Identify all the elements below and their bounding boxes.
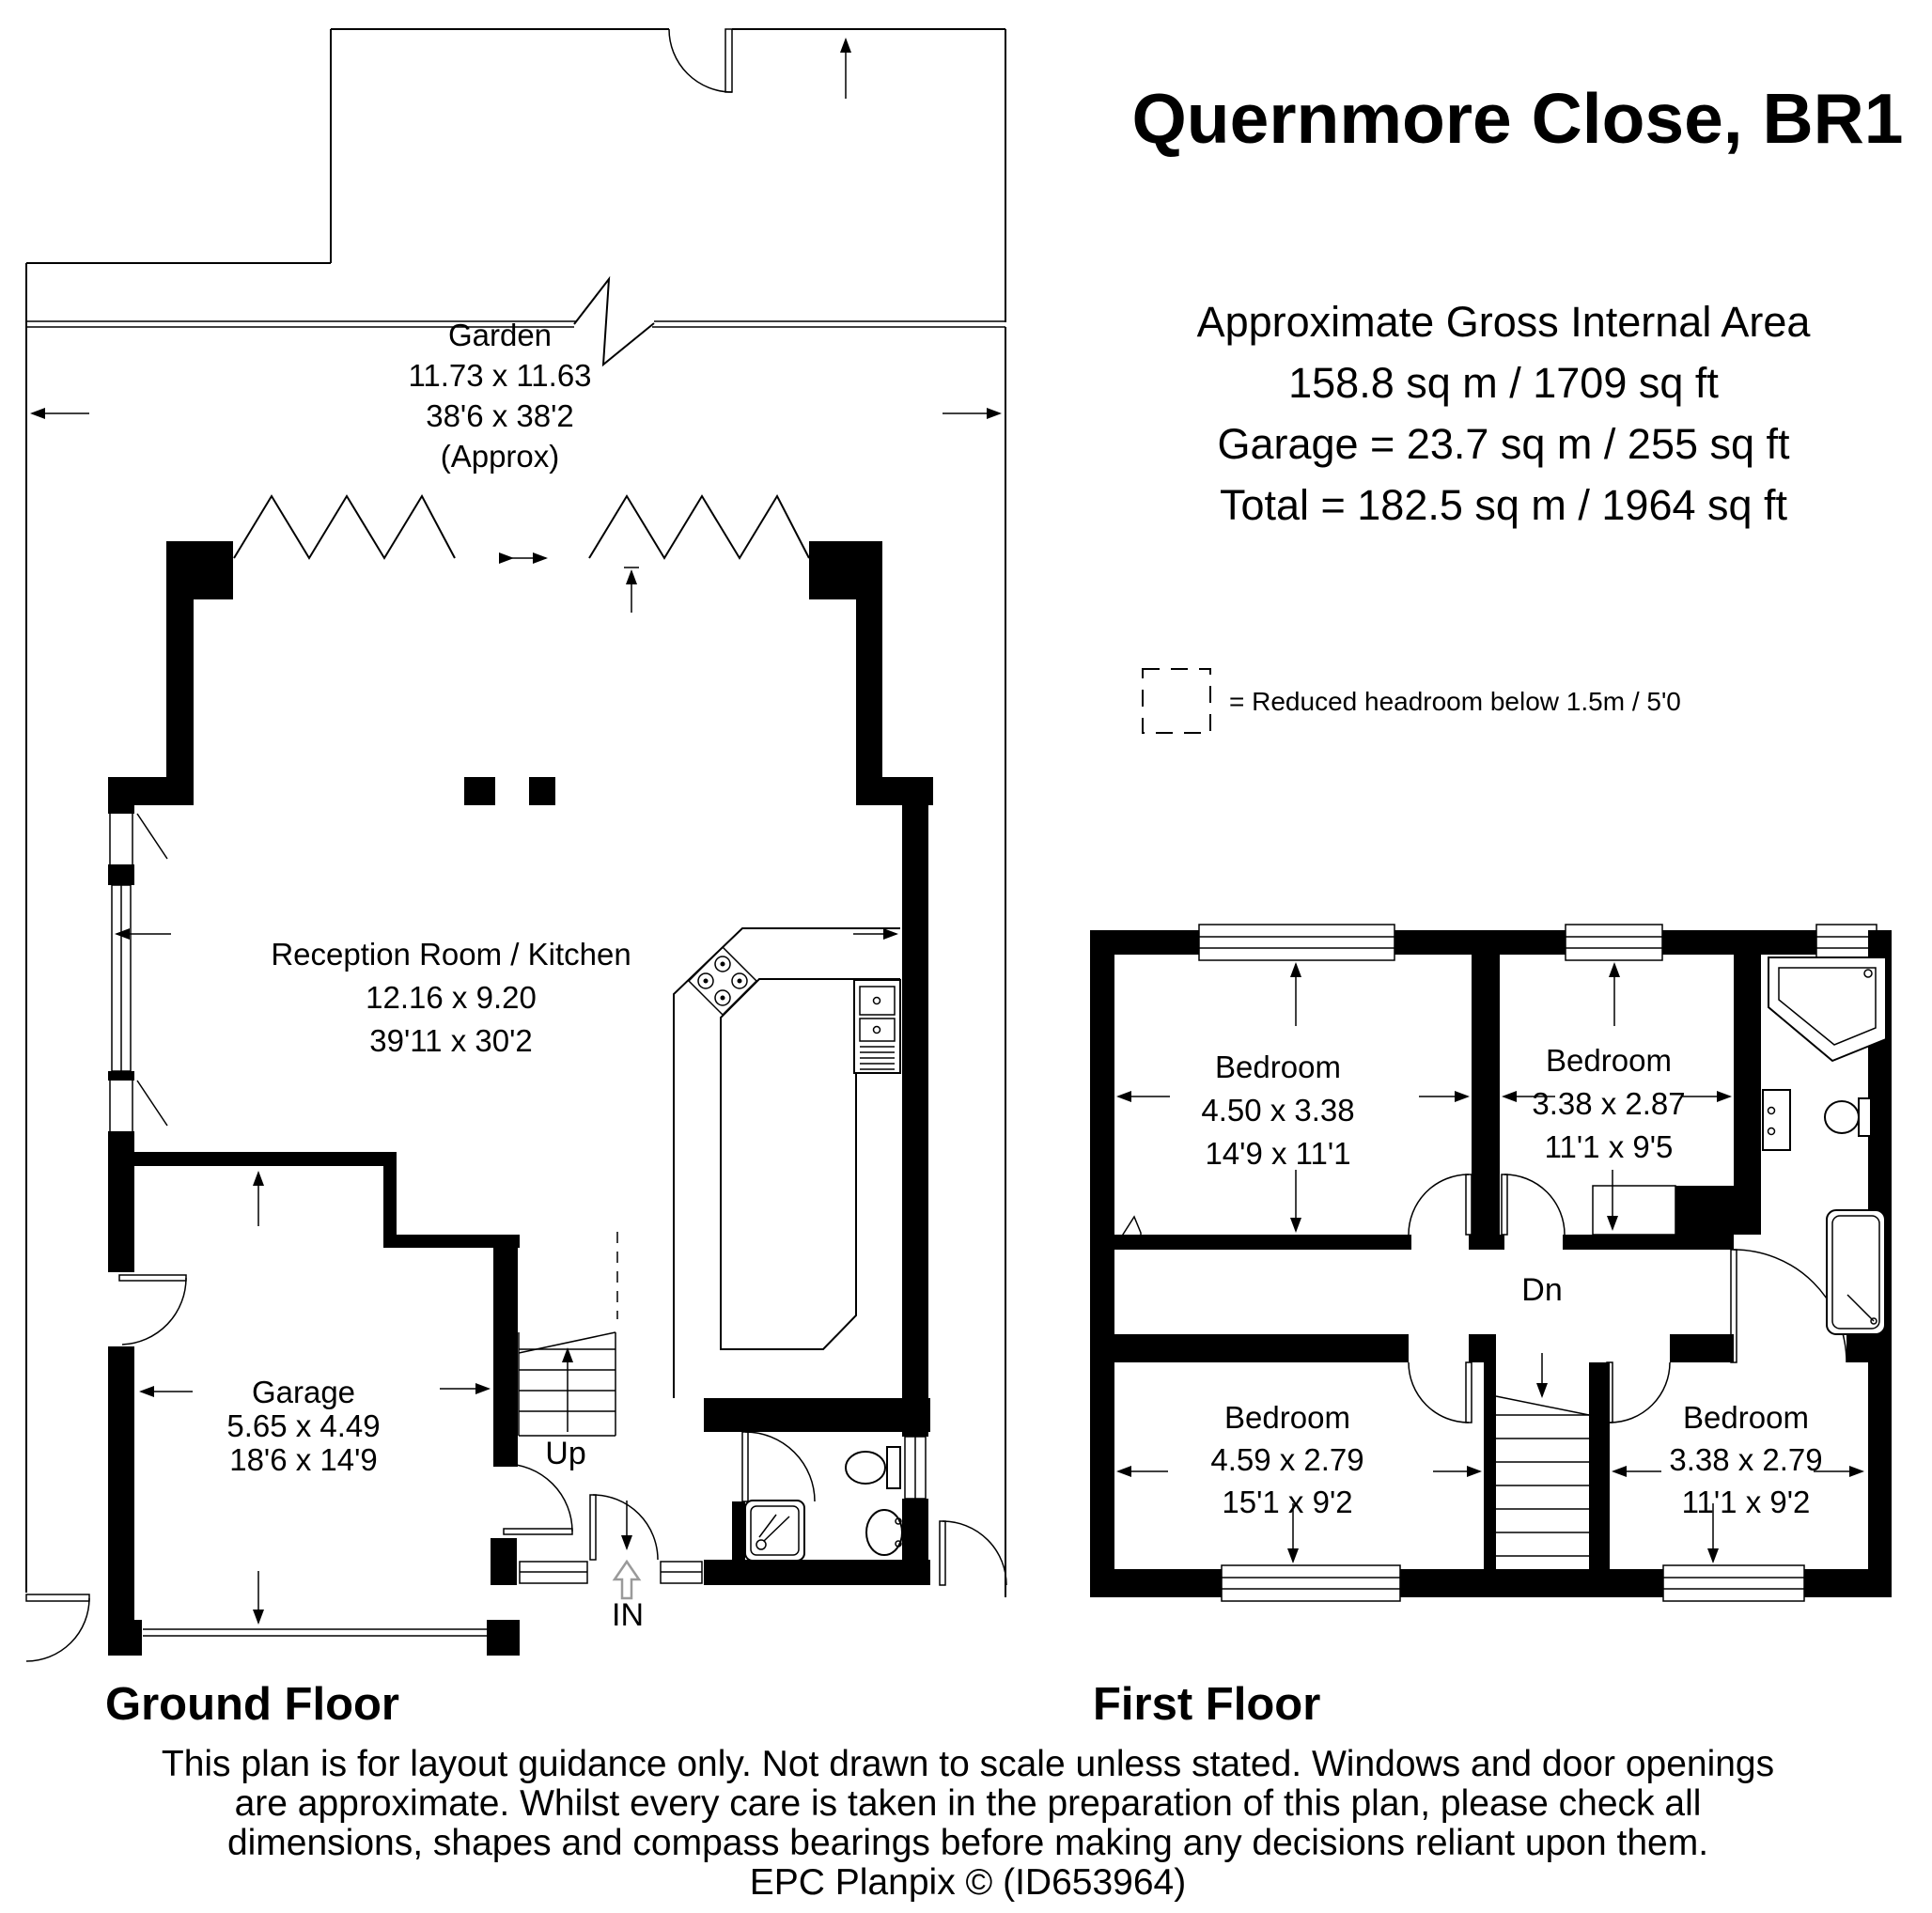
garage-label xyxy=(226,1375,380,1477)
cloakroom-door xyxy=(742,1432,815,1501)
window xyxy=(661,1562,702,1583)
hob-icon xyxy=(689,947,756,1015)
disclaimer-line-3: dimensions, shapes and compass bearings before making any decisions reliant upon them. xyxy=(226,1823,1709,1863)
svg-text:3.38 x 2.79: 3.38 x 2.79 xyxy=(1669,1442,1823,1477)
legend xyxy=(1143,669,1681,733)
ground-bathroom xyxy=(745,1447,902,1561)
bedroom4-label xyxy=(1669,1400,1822,1519)
first-floor-label: First Floor xyxy=(1093,1679,1321,1730)
svg-text:4.50 x 3.38: 4.50 x 3.38 xyxy=(1201,1093,1355,1128)
side-passage-door xyxy=(940,1521,1006,1585)
svg-text:11'1 x 9'2: 11'1 x 9'2 xyxy=(1681,1485,1811,1519)
window xyxy=(1566,925,1662,960)
area-line-2: 158.8 sq m / 1709 sq ft xyxy=(1288,359,1719,407)
area-line-4: Total = 182.5 sq m / 1964 sq ft xyxy=(1219,481,1788,529)
garden-label xyxy=(408,318,591,474)
stairs-down-label: Dn xyxy=(1521,1272,1563,1308)
front-door xyxy=(590,1495,658,1560)
pillar xyxy=(529,777,555,805)
window xyxy=(110,1079,167,1132)
svg-text:5.65 x 4.49: 5.65 x 4.49 xyxy=(226,1408,381,1443)
svg-text:18'6 x 14'9: 18'6 x 14'9 xyxy=(229,1442,378,1477)
kitchen-counter xyxy=(674,928,900,1398)
garden-gate-door xyxy=(669,29,732,92)
bedroom2-door xyxy=(1502,1174,1565,1235)
area-line-3: Garage = 23.7 sq m / 255 sq ft xyxy=(1217,420,1790,468)
stairs-down xyxy=(1496,1353,1589,1556)
stairs-up-label: Up xyxy=(545,1436,586,1471)
svg-text:Bedroom: Bedroom xyxy=(1683,1400,1809,1435)
first-bathroom xyxy=(1763,957,1886,1334)
window xyxy=(1816,925,1877,960)
cupboard xyxy=(1593,1186,1675,1235)
svg-text:(Approx): (Approx) xyxy=(440,439,560,474)
bedroom3-label xyxy=(1210,1400,1363,1519)
svg-text:3.38 x 2.87: 3.38 x 2.87 xyxy=(1532,1086,1686,1121)
svg-text:Garage: Garage xyxy=(251,1375,356,1409)
svg-text:Bedroom: Bedroom xyxy=(1546,1043,1672,1078)
svg-text:15'1 x 9'2: 15'1 x 9'2 xyxy=(1222,1485,1353,1519)
shower-icon xyxy=(745,1501,804,1561)
page-title: Quernmore Close, BR1 xyxy=(1131,79,1904,158)
reception-label xyxy=(271,937,631,1058)
window xyxy=(520,1562,587,1583)
window xyxy=(905,1437,926,1499)
ground-floor-label: Ground Floor xyxy=(105,1679,399,1730)
disclaimer-line-2: are approximate. Whilst every care is taken in the preparation of this plan, please check all xyxy=(234,1783,1702,1824)
basin-icon xyxy=(866,1510,902,1555)
bedroom1-door xyxy=(1409,1174,1472,1235)
svg-text:38'6 x 38'2: 38'6 x 38'2 xyxy=(426,398,574,433)
window xyxy=(1199,925,1394,960)
svg-text:Bedroom: Bedroom xyxy=(1224,1400,1350,1435)
svg-text:12.16 x 9.20: 12.16 x 9.20 xyxy=(366,980,537,1015)
ground-floor-walls xyxy=(108,541,933,1656)
area-summary xyxy=(1197,298,1812,529)
disclaimer xyxy=(162,1744,1774,1903)
toilet-icon xyxy=(1825,1098,1871,1136)
toilet-icon xyxy=(846,1447,900,1488)
svg-text:14'9 x 11'1: 14'9 x 11'1 xyxy=(1205,1136,1351,1171)
entrance-label: IN xyxy=(612,1597,644,1633)
svg-text:39'11 x 30'2: 39'11 x 30'2 xyxy=(369,1023,533,1058)
legend-label: = Reduced headroom below 1.5m / 5'0 xyxy=(1229,687,1681,716)
side-gate-door xyxy=(26,1594,89,1661)
bedroom1-label xyxy=(1201,1050,1354,1171)
kitchen-sink-icon xyxy=(854,980,900,1073)
window xyxy=(110,812,167,865)
svg-text:Garden: Garden xyxy=(447,318,553,352)
svg-text:Reception Room / Kitchen: Reception Room / Kitchen xyxy=(271,937,631,972)
window xyxy=(1663,1565,1804,1601)
reduced-headroom-swatch xyxy=(1143,669,1210,733)
stairs-up xyxy=(519,1232,617,1436)
bedroom4-door xyxy=(1607,1362,1670,1423)
pillar xyxy=(464,777,495,805)
area-line-1: Approximate Gross Internal Area xyxy=(1196,298,1811,346)
bedroom2-label xyxy=(1532,1043,1685,1164)
sink-icon xyxy=(1763,1090,1790,1150)
window xyxy=(112,885,131,1071)
garage-door xyxy=(143,1629,487,1636)
window xyxy=(1222,1565,1400,1601)
bathtub-icon xyxy=(1768,957,1886,1061)
svg-text:11.73 x 11.63: 11.73 x 11.63 xyxy=(408,358,592,393)
garage-side-door xyxy=(119,1275,186,1345)
break-line-icon xyxy=(574,279,654,365)
bedroom3-door xyxy=(1409,1362,1472,1423)
svg-text:Bedroom: Bedroom xyxy=(1215,1050,1341,1084)
bifold-door-icon xyxy=(234,496,455,558)
disclaimer-line-1: This plan is for layout guidance only. Not drawn to scale unless stated. Windows and door openings xyxy=(161,1744,1775,1784)
svg-text:11'1 x 9'5: 11'1 x 9'5 xyxy=(1544,1129,1674,1164)
bifold-door-icon xyxy=(589,496,809,558)
hall-garage-door xyxy=(504,1464,572,1534)
shower-icon xyxy=(1827,1210,1885,1334)
svg-text:4.59 x 2.79: 4.59 x 2.79 xyxy=(1210,1442,1364,1477)
disclaimer-line-4: EPC Planpix © (ID653964) xyxy=(749,1862,1187,1903)
in-arrow-icon xyxy=(615,1562,639,1598)
